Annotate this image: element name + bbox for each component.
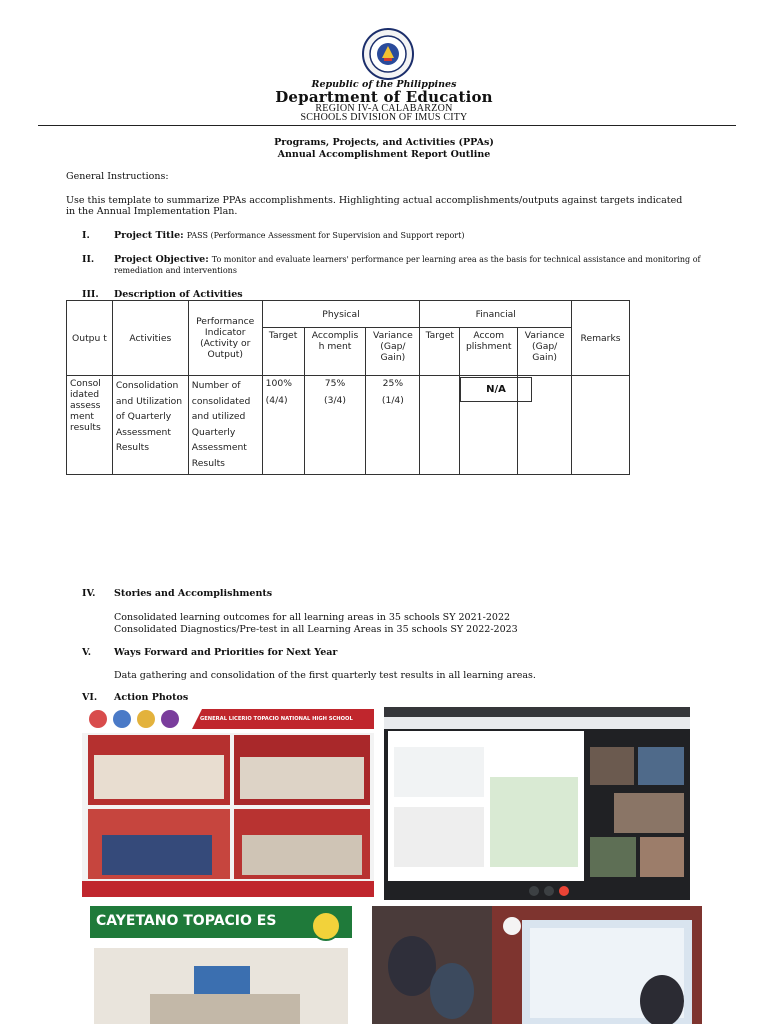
general-instructions-label: General Instructions: xyxy=(66,171,169,182)
header-financial: Financial xyxy=(420,301,572,328)
region-heading: REGION IV-A CALABARZON xyxy=(315,103,453,114)
header-financial-variance: Variance (Gap/ Gain) xyxy=(518,328,572,376)
physical-variance-percent: 25% xyxy=(382,378,404,389)
division-heading: SCHOOLS DIVISION OF IMUS CITY xyxy=(300,112,468,123)
project-objective-value-line2: remediation and interventions xyxy=(114,266,237,275)
cell-remarks xyxy=(572,376,630,475)
header-financial-accomplishment: Accom plishment xyxy=(460,328,518,376)
activities-table xyxy=(66,300,630,475)
physical-variance-fraction: (1/4) xyxy=(381,395,404,406)
republic-heading: Republic of the Philippines xyxy=(311,79,457,90)
cell-physical-variance xyxy=(366,376,420,475)
project-objective-value: To monitor and evaluate learners' performance per learning area as the basis for technical assistance and monitoring of xyxy=(211,255,701,264)
collage-graphic xyxy=(82,705,374,897)
cell-financial-target xyxy=(420,376,460,475)
physical-accomplishment-fraction: (3/4) xyxy=(324,395,346,406)
header-remarks: Remarks xyxy=(572,301,630,376)
physical-target-fraction: (4/4) xyxy=(265,395,288,406)
physical-target-percent: 100% xyxy=(265,378,292,389)
cell-indicator: Number of consolidated and utilized Quarterly Assessment Results xyxy=(188,376,262,475)
description-of-activities-label: Description of Activities xyxy=(114,289,243,300)
cell-physical-accomplishment xyxy=(304,376,366,475)
ways-forward-label: Ways Forward and Priorities for Next Year xyxy=(114,647,338,658)
header-physical: Physical xyxy=(262,301,420,328)
cell-output: Consol idated assess ment results xyxy=(67,376,113,475)
instructions-line2: in the Annual Implementation Plan. xyxy=(66,206,238,217)
header-activities: Activities xyxy=(112,301,188,376)
action-photo-school-collage xyxy=(82,705,374,897)
ways-forward-line1: Data gathering and consolidation of the first quarterly test results in all learning areas. xyxy=(114,670,536,681)
project-title-value: PASS (Performance Assessment for Supervision and Support report) xyxy=(186,231,465,240)
project-title-label: Project Title: xyxy=(114,230,184,241)
physical-accomplishment-percent: 75% xyxy=(324,378,346,389)
section-2-number: II. xyxy=(82,254,95,265)
cell-activities: Consolidation and Utilization of Quarterly Assessment Results xyxy=(112,376,188,475)
report-title-line2: Annual Accomplishment Report Outline xyxy=(277,149,491,160)
action-photo-cayetano-topacio xyxy=(90,906,352,1024)
header-physical-target: Target xyxy=(262,328,304,376)
section-3-number: III. xyxy=(82,289,99,300)
deped-seal-logo xyxy=(362,28,414,80)
header-financial-target: Target xyxy=(420,328,460,376)
instructions-line1: Use this template to summarize PPAs accomplishments. Highlighting actual accomplishments/outputs against targets indicated xyxy=(66,195,683,206)
classroom-graphic xyxy=(372,906,702,1024)
stories-label: Stories and Accomplishments xyxy=(114,588,273,599)
header-physical-variance: Variance (Gap/ Gain) xyxy=(366,328,420,376)
cayetano-banner-title: CAYETANO TOPACIO ES xyxy=(96,913,277,929)
project-objective xyxy=(114,254,700,265)
section-5-number: V. xyxy=(82,647,92,658)
department-heading: Department of Education xyxy=(275,88,493,106)
meeting-graphic xyxy=(384,707,690,900)
section-4-number: IV. xyxy=(82,588,96,599)
header-performance-indicator: Performance Indicator (Activity or Output) xyxy=(188,301,262,376)
header-divider xyxy=(38,125,736,126)
stories-line1: Consolidated learning outcomes for all learning areas in 35 schools SY 2021-2022 xyxy=(114,612,511,623)
action-photos-label: Action Photos xyxy=(114,692,189,703)
header-output: Outpu t xyxy=(67,301,113,376)
action-photo-classroom-screen xyxy=(372,906,702,1024)
header-physical-accomplishment: Accomplis h ment xyxy=(304,328,366,376)
stories-line2: Consolidated Diagnostics/Pre-test in all Learning Areas in 35 schools SY 2022-2023 xyxy=(114,624,518,635)
collage-banner-title: GENERAL LICERIO TOPACIO NATIONAL HIGH SCHOOL xyxy=(200,716,353,722)
project-title xyxy=(114,230,464,241)
cell-physical-target xyxy=(262,376,304,475)
financial-na-box: N/A xyxy=(460,377,532,402)
report-title-line1: Programs, Projects, and Activities (PPAs) xyxy=(274,137,494,148)
section-1-number: I. xyxy=(82,230,90,241)
project-objective-label: Project Objective: xyxy=(114,254,209,265)
section-6-number: VI. xyxy=(82,692,98,703)
action-photo-video-meeting xyxy=(384,707,690,900)
